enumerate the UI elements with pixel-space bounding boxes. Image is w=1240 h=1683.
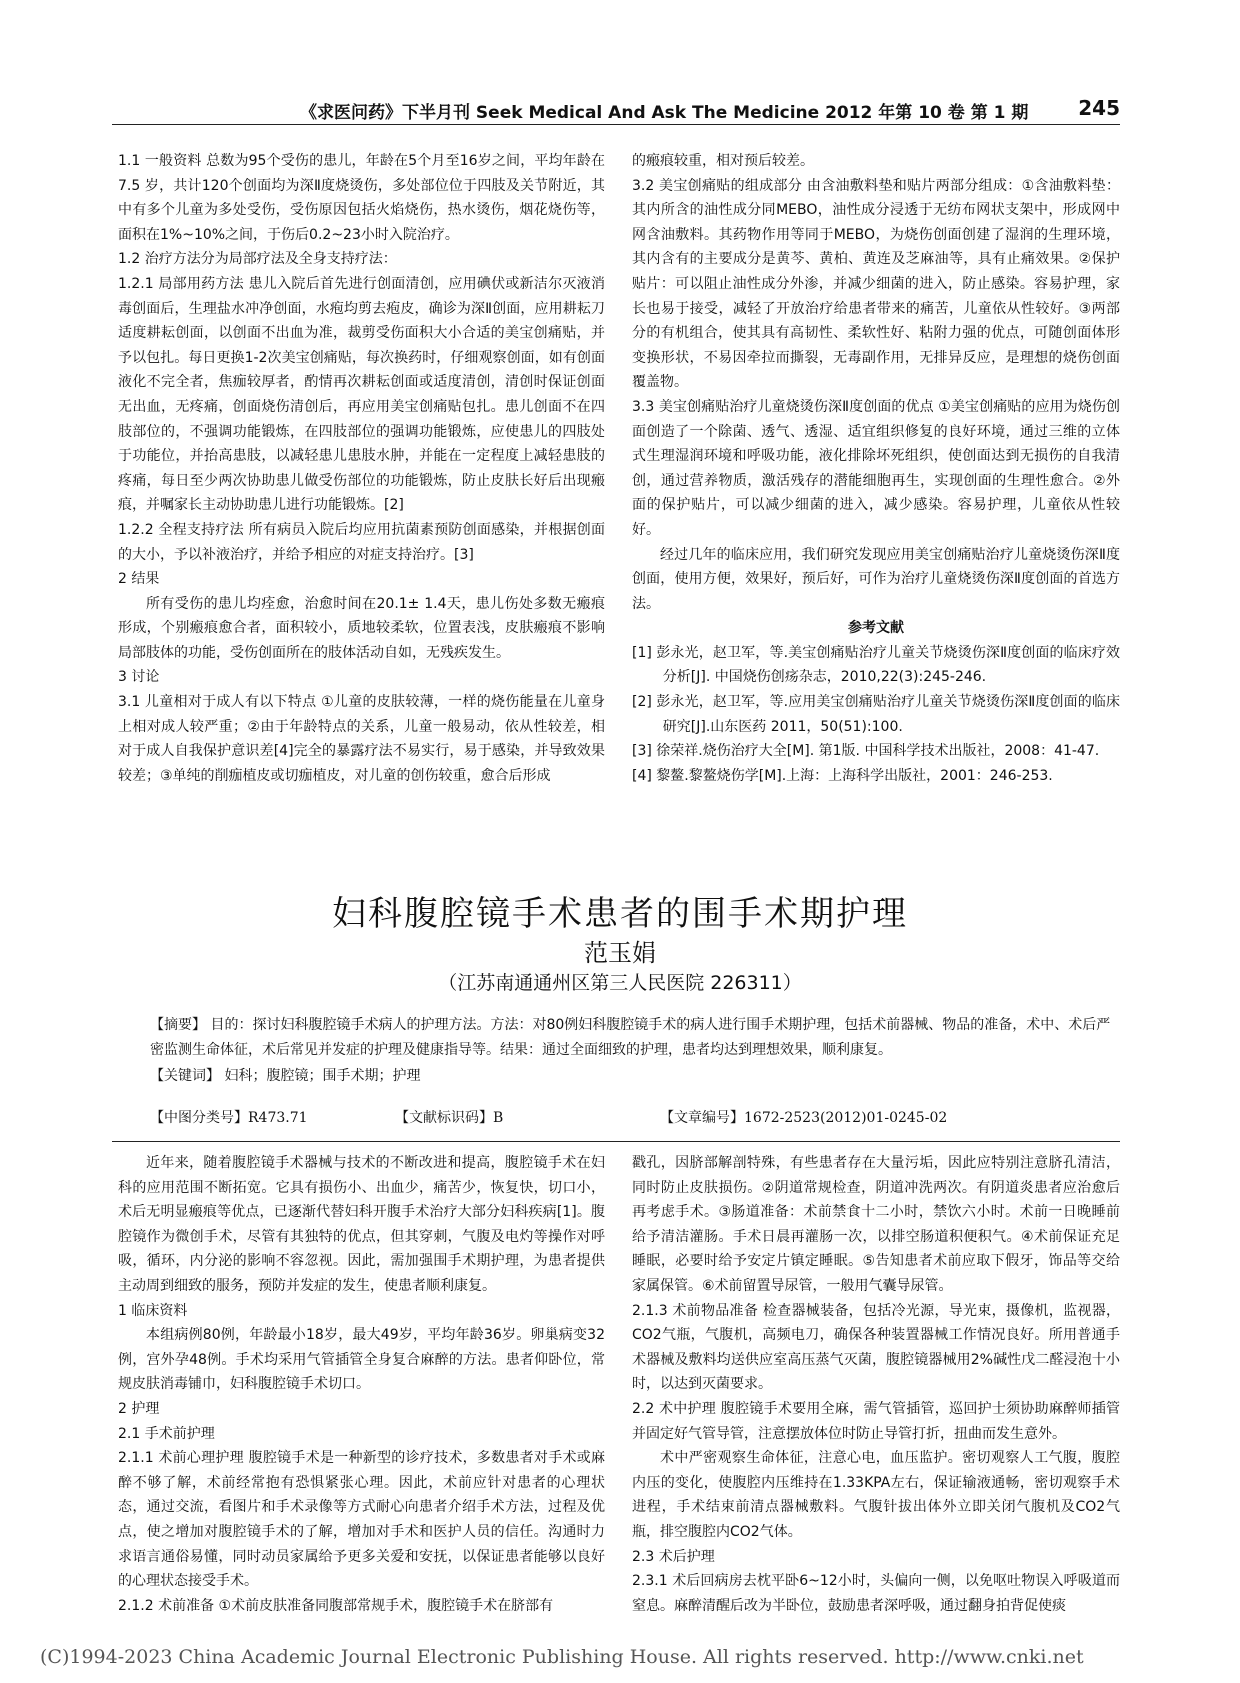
paragraph: 经过几年的临床应用，我们研究发现应用美宝创痛贴治疗儿童烧烫伤深Ⅱ度创面，使用方便，效果好，预后好，可作为治疗儿童烧烫伤深Ⅱ度创面的首选方法。 <box>632 546 1120 612</box>
paragraph: 2.1.1 术前心理护理 腹腔镜手术是一种新型的诊疗技术，多数患者对手术或麻醉不够了解，术前经常抱有恐惧紧张心理。因此，术前应针对患者的心理状态，通过交流，看图片和手术录像等方式耐心向患者介绍手术方法，过程及优点，使之增加对腹腔镜手术的了解，增加对手术和医护人员的信任。沟通时力求语言通俗易懂，同时动员家属给予更多关爱和安抚，以保证患者能够以良好的心理状态接受手术。 <box>118 1450 605 1590</box>
abstract: 【摘要】 目的：探讨妇科腹腔镜手术病人的护理方法。方法：对80例妇科腹腔镜手术的病人进行围手术期护理，包括术前器械、物品的准备，术中、术后严密监测生命体征，术后常见并发症的护理及健康指导等。结果：通过全面细致的护理，患者均达到理想效果，顺利康复。 <box>150 1017 1111 1058</box>
article-title: 妇科腹腔镜手术患者的围手术期护理 <box>332 894 908 934</box>
section-rule <box>112 1141 1120 1142</box>
running-header <box>300 98 1120 123</box>
copyright-footer: (C)1994-2023 China Academic Journal Electronic Publishing House. All rights reserved. http://www.cnki.net <box>40 1646 1084 1668</box>
article-number: 【文章编号】1672-2523(2012)01-0245-02 <box>660 1110 948 1126</box>
section-heading: 1 临床资料 <box>118 1302 188 1319</box>
paragraph: 2.1.2 术前准备 ①术前皮肤准备同腹部常规手术，腹腔镜手术在脐部有 <box>118 1597 554 1614</box>
paragraph: 所有受伤的患儿均痊愈，治愈时间在20.1± 1.4天，患儿伤处多数无瘢痕形成，个别瘢痕愈合者，面积较小，质地较柔软，位置表浅，皮肤瘢痕不影响局部肢体的功能，受伤创面所在的肢体活动自如，无残疾发生。 <box>118 595 605 661</box>
reference-item: [3] 徐荣祥.烧伤治疗大全[M]. 第1版. 中国科学技术出版社，2008：41-47. <box>632 743 1100 760</box>
paragraph: 1.1 一般资料 总数为95个受伤的患儿，年龄在5个月至16岁之间，平均年龄在 7.5 岁，共计120个创面均为深Ⅱ度烧烫伤，多处部位位于四肢及关节附近，其中有多个儿童为多处受伤，受伤原因包括火焰烧伤，热水烫伤，烟花烧伤等，面积在1%~10%之间，于伤后0.2~23小时入院治疗。 <box>118 153 605 243</box>
section-heading: 2 护理 <box>118 1400 160 1417</box>
clc-number: 【中图分类号】R473.71 <box>150 1110 308 1126</box>
section-heading: 2.3 术后护理 <box>632 1548 715 1565</box>
section-heading: 3 讨论 <box>118 669 160 686</box>
section-heading: 2 结果 <box>118 571 160 588</box>
reference-item: [2] 彭永光，赵卫军，等.应用美宝创痛贴治疗儿童关节烧烫伤深Ⅱ度创面的临床研究[J].山东医药 2011，50(51):100. <box>632 694 1120 735</box>
paragraph: 的瘢痕较重，相对预后较差。 <box>632 153 814 169</box>
prev-article-right-column <box>632 149 1120 788</box>
paragraph: 2.3.1 术后回病房去枕平卧6~12小时，头偏向一侧，以免呕吐物误入呼吸道而窒息。麻醉清醒后改为半卧位，鼓励患者深呼吸，通过翻身拍背促使痰 <box>632 1573 1120 1614</box>
article-affiliation: （江苏南通通州区第三人民医院 226311） <box>438 972 802 994</box>
keywords: 【关键词】 妇科；腹腔镜；围手术期；护理 <box>150 1068 421 1084</box>
paragraph: 1.2.2 全程支持疗法 所有病员入院后均应用抗菌素预防创面感染，并根据创面的大小，予以补液治疗，并给予相应的对症支持治疗。[3] <box>118 521 605 563</box>
journal-header: 《求医问药》下半月刊 Seek Medical And Ask The Medicine 2012 年第 10 卷 第 1 期 <box>300 103 1029 123</box>
article-right-column <box>632 1151 1120 1618</box>
paragraph: 3.1 儿童相对于成人有以下特点 ①儿童的皮肤较薄，一样的烧伤能量在儿童身上相对成人较严重；②由于年龄特点的关系，儿童一般易动，依从性较差，相对于成人自我保护意识差[4]完全的暴露疗法不易实行，易于感染，并导致效果较差；③单纯的削痂植皮或切痂植皮，对儿童的创伤较重，愈合后形成 <box>118 694 605 784</box>
paragraph: 近年来，随着腹腔镜手术器械与技术的不断改进和提高，腹腔镜手术在妇科的应用范围不断拓宽。它具有损伤小、出血少，痛苦少，恢复快，切口小，术后无明显瘢痕等优点，已逐渐代替妇科开腹手术治疗大部分妇科疾病[1]。腹腔镜作为微创手术，尽管有其独特的优点，但其穿刺，气腹及电灼等操作对呼吸，循环，内分泌的影响不容忽视。因此，需加强围手术期护理，为患者提供主动周到细致的服务，预防并发症的发生，使患者顺利康复。 <box>118 1155 605 1294</box>
prev-article-left-column <box>118 149 605 788</box>
paragraph: 3.3 美宝创痛贴治疗儿童烧烫伤深Ⅱ度创面的优点 ①美宝创痛贴的应用为烧伤创面创造了一个除菌、透气、透湿、适宜组织修复的良好环境，通过三维的立体式生理湿润环境和呼吸功能，液化排除坏死组织，使创面达到无损伤的自我清创，通过营养物质，激活残存的潜能细胞再生，实现创面的生理性愈合。②外面的保护贴片，可以减少细菌的进入，减少感染。容易护理，儿童依从性较好。 <box>632 398 1120 538</box>
paragraph: 术中严密观察生命体征，注意心电，血压监护。密切观察人工气腹，腹腔内压的变化，使腹腔内压维持在1.33KPA左右，保证输液通畅，密切观察手术进程，手术结束前清点器械敷料。气腹针拔出体外立即关闭气腹机及CO2气瓶，排空腹腔内CO2气体。 <box>632 1450 1120 1540</box>
section-heading: 2.1 手术前护理 <box>118 1425 215 1442</box>
paragraph: 1.2.1 局部用药方法 患儿入院后首先进行创面清创，应用碘伏或新洁尔灭液消毒创面后，生理盐水冲净创面，水疱均剪去疱皮，确诊为深Ⅱ创面，应用耕耘刀适度耕耘创面，以创面不出血为准，裁剪受伤面积大小合适的美宝创痛贴，并予以包扎。每日更换1-2次美宝创痛贴，每次换药时，仔细观察创面，如有创面液化不完全者，焦痂较厚者，酌情再次耕耘创面或适度清创，清创时保证创面无出血，无疼痛，创面烧伤清创后，再应用美宝创痛贴包扎。患儿创面不在四肢部位的，不强调功能锻炼，在四肢部位的强调功能锻炼，应使患儿的四肢处于功能位，并抬高患肢，以减轻患儿患肢水肿，并能在一定程度上减轻患肢的疼痛，每日至少两次协助患儿做受伤部位的功能锻炼，防止皮肤长好后出现瘢痕，并嘱家长主动协助患儿进行功能锻炼。[2] <box>118 275 605 514</box>
page-number: 245 <box>1078 96 1120 120</box>
paragraph: 戳孔，因脐部解剖特殊，有些患者存在大量污垢，因此应特别注意脐孔清洁，同时防止皮肤损伤。②阴道常规检查，阴道冲洗两次。有阴道炎患者应治愈后再考虑手术。③肠道准备：术前禁食十二小时，禁饮六小时。术前一日晚睡前给予清洁灌肠。手术日晨再灌肠一次，以排空肠道积便积气。④术前保证充足睡眠，必要时给予安定片镇定睡眠。⑤告知患者术前应取下假牙，饰品等交给家属保管。⑥术前留置导尿管，一般用气囊导尿管。 <box>632 1155 1120 1294</box>
paragraph: 3.2 美宝创痛贴的组成部分 由含油敷料垫和贴片两部分组成：①含油敷料垫：其内所含的油性成分同MEBO，油性成分浸透于无纺布网状支架中，形成网中网含油敷料。其药物作用等同于MEBO，为烧伤创面创建了湿润的生理环境，其内含有的主要成分是黄芩、黄柏、黄连及芝麻油等，具有止痛效果。②保护贴片：可以阻止油性成分外渗，并减少细菌的进入，防止感染。容易护理，家长也易于接受，减轻了开放治疗给患者带来的痛苦，儿童依从性较好。③两部分的有机组合，使其具有高韧性、柔软性好、粘附力强的优点，可随创面体形变换形状，不易因牵拉而撕裂，无毒副作用，无排异反应，是理想的烧伤创面覆盖物。 <box>632 177 1120 391</box>
header-rule <box>112 124 1120 125</box>
paragraph: 2.1.3 术前物品准备 检查器械装备，包括冷光源，导光束，摄像机，监视器，CO2气瓶，气腹机，高频电刀，确保各种装置器械工作情况良好。所用普通手术器械及敷料均送供应室高压蒸气灭菌，腹腔镜器械用2%碱性戊二醛浸泡十小时，以达到灭菌要求。 <box>632 1302 1120 1393</box>
article-author: 范玉娟 <box>584 939 656 967</box>
reference-item: [4] 黎鳌.黎鳌烧伤学[M].上海：上海科学出版社，2001：246-253. <box>632 767 1053 784</box>
references-title: 参考文献 <box>848 620 904 637</box>
reference-item: [1] 彭永光，赵卫军，等.美宝创痛贴治疗儿童关节烧烫伤深Ⅱ度创面的临床疗效分析[J]. 中国烧伤创疡杂志，2010,22(3):245-246. <box>632 644 1120 686</box>
paragraph: 本组病例80例，年龄最小18岁，最大49岁，平均年龄36岁。卵巢病变32例，宫外孕48例。手术均采用气管插管全身复合麻醉的方法。患者仰卧位，常规皮肤消毒铺巾，妇科腹腔镜手术切口。 <box>118 1327 605 1393</box>
section-heading: 1.2 治疗方法分为局部疗法及全身支持疗法： <box>118 251 397 268</box>
document-code: 【文献标识码】B <box>395 1110 504 1126</box>
paragraph: 2.2 术中护理 腹腔镜手术要用全麻，需气管插管，巡回护士须协助麻醉师插管并固定好气管导管，注意摆放体位时防止导管打折，扭曲而发生意外。 <box>632 1400 1120 1442</box>
article-left-column <box>118 1151 605 1618</box>
